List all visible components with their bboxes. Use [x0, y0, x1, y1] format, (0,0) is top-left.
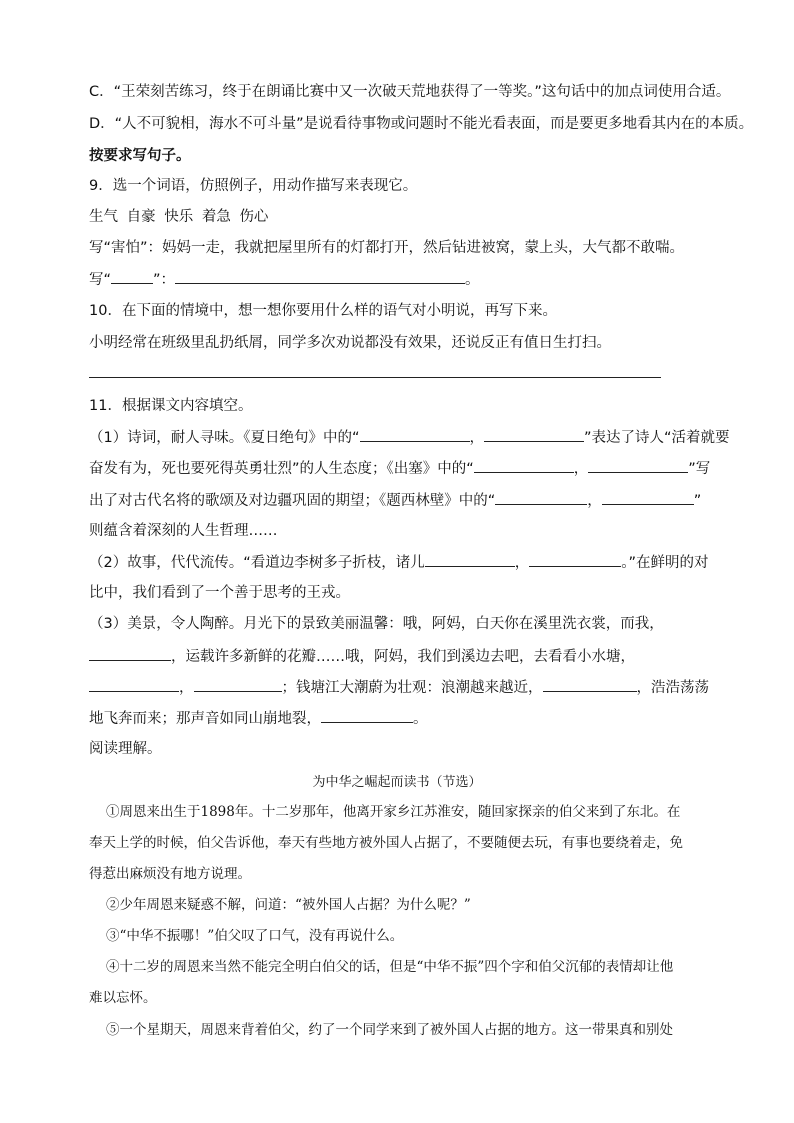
option-c: C．“王荣刻苦练习，终于在朗诵比赛中又一次破天荒地获得了一等奖。”这句话中的加点词使用合适。 [89, 84, 731, 100]
sentence-blank[interactable] [175, 269, 465, 284]
article-para4-line1: ④十二岁的周恩来当然不能完全明白伯父的话，但是“中华不振”四个字和伯父沉郁的表情却让他 [106, 959, 674, 975]
part1-line1 [89, 427, 730, 448]
text-run: 出了对古代名将的歌颂及对边疆巩固的期望；《题西林壁》中的“ [89, 493, 496, 509]
text-run: ，浩浩荡荡 [636, 680, 709, 696]
answer-line[interactable] [89, 377, 661, 378]
answer-blank[interactable] [360, 427, 470, 442]
word-choices: 生气 自豪 快乐 着急 伤心 [89, 209, 269, 225]
question-11: 11．根据课文内容填空。 [89, 398, 253, 414]
part3-line3 [89, 677, 709, 698]
article-para1-line1: ①周恩来出生于1898年。十二岁那年，他离开家乡江苏淮安，随回家探亲的伯父来到了东北。在 [106, 804, 681, 820]
option-d: D．“人不可貌相，海水不可斗量”是说看待事物或问题时不能光看表面，而是要更多地看其内在的本质。 [89, 116, 754, 132]
text-run: 地飞奔而来；那声音如同山崩地裂， [89, 711, 321, 727]
answer-blank[interactable] [474, 458, 574, 473]
text-run: ， [573, 461, 589, 477]
part1-line4: 则蕴含着深刻的人生哲理…… [89, 523, 278, 539]
answer-blank[interactable] [89, 677, 179, 692]
question-9: 9．选一个词语，仿照例子，用动作描写来表现它。 [89, 178, 418, 194]
reading-heading: 阅读理解。 [89, 741, 162, 757]
part3-line2 [89, 646, 635, 667]
text-run: （2）故事，代代流传。“看道边李树多子折枝，诸儿 [89, 555, 425, 571]
text-run: ，运载许多新鲜的花瓣……哦，阿妈，我们到溪边去吧，去看看小水塘， [171, 649, 635, 665]
text-run: ” [693, 493, 702, 509]
text-run: ”写 [688, 461, 711, 477]
article-para1-line3: 得惹出麻烦没有地方说理。 [89, 866, 251, 882]
answer-blank[interactable] [602, 490, 694, 505]
text-run: ， [514, 555, 530, 571]
article-para3: ③“中华不振哪！”伯父叹了口气，没有再说什么。 [106, 928, 404, 944]
text-run: 奋发有为，死也要死得英勇壮烈”的人生态度；《出塞》中的“ [89, 461, 474, 477]
text-run: （1）诗词，耐人寻味。《夏日绝句》中的“ [89, 430, 360, 446]
part3-line4 [89, 708, 428, 729]
article-para4-line2: 难以忘怀。 [89, 990, 157, 1006]
answer-blank[interactable] [529, 552, 621, 567]
answer-blank[interactable] [484, 427, 584, 442]
text-run: ， [469, 430, 484, 446]
word-blank[interactable] [111, 269, 153, 284]
example-sentence: 写“害怕”：妈妈一走，我就把屋里所有的灯都打开，然后钻进被窝，蒙上头，大气都不敢喘。 [89, 240, 685, 256]
article-para2: ②少年周恩来疑惑不解，问道：“被外国人占据？为什么呢？” [106, 897, 471, 913]
part3-line1: （3）美景，令人陶醉。月光下的景致美丽温馨：哦，阿妈，白天你在溪里洗衣裳，而我， [89, 616, 664, 632]
text-run: ”表达了诗人“活着就要 [584, 430, 730, 446]
part1-line3 [89, 490, 701, 511]
article-para5-line1: ⑤一个星期天，周恩来背着伯父，约了一个同学来到了被外国人占据的地方。这一带果真和别处 [106, 1022, 673, 1038]
text-run: 。”在鲜明的对 [621, 555, 709, 571]
article-para1-line2: 奉天上学的时候，伯父告诉他，奉天有些地方被外国人占据了，不要随便去玩，有事也要绕着走，免 [89, 835, 683, 851]
answer-blank[interactable] [588, 458, 688, 473]
section-heading: 按要求写句子。 [89, 148, 191, 164]
fill-prefix: 写“ [89, 272, 112, 288]
text-run: ；钱塘江大潮蔚为壮观：浪潮越来越近， [281, 680, 543, 696]
text-run: ， [179, 680, 194, 696]
answer-blank[interactable] [89, 646, 171, 661]
fill-line-9 [89, 269, 480, 290]
fill-end: 。 [465, 272, 480, 288]
text-run: 。 [413, 711, 428, 727]
answer-blank[interactable] [194, 677, 282, 692]
fill-mid: ”： [153, 272, 176, 288]
part2-line2: 比中，我们看到了一个善于思考的王戎。 [89, 585, 350, 601]
answer-blank[interactable] [543, 677, 637, 692]
question-10-context: 小明经常在班级里乱扔纸屑，同学多次劝说都没有效果，还说反正有值日生打扫。 [89, 335, 611, 351]
part2-line1 [89, 552, 709, 573]
part1-line2 [89, 458, 710, 479]
answer-blank[interactable] [495, 490, 587, 505]
question-10: 10．在下面的情境中，想一想你要用什么样的语气对小明说，再写下来。 [89, 303, 557, 319]
answer-blank[interactable] [321, 708, 413, 723]
text-run: ， [587, 493, 602, 509]
answer-blank[interactable] [425, 552, 515, 567]
article-title: 为中华之崛起而读书（节选） [312, 775, 482, 790]
